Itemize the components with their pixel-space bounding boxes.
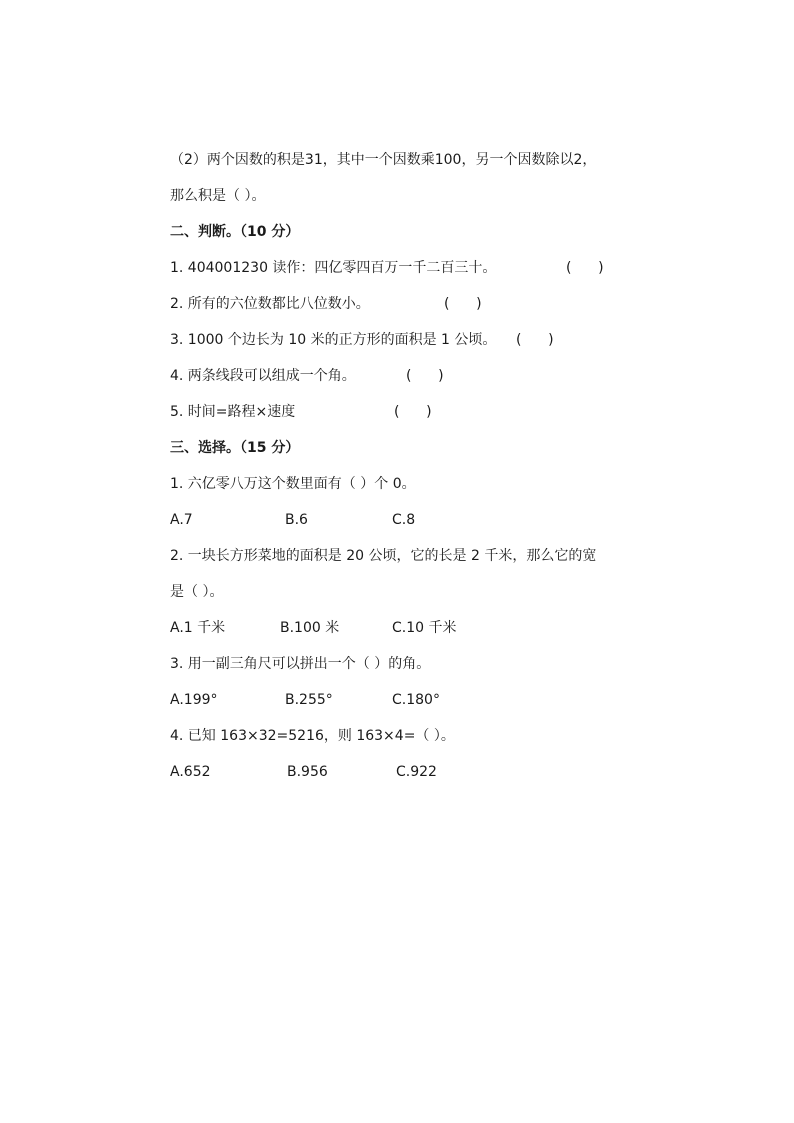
judge-4-text: 4. 两条线段可以组成一个角。 (170, 368, 356, 384)
judge-2-text: 2. 所有的六位数都比八位数小。 (170, 296, 370, 312)
choice-3-option-b: B.255° (285, 692, 333, 708)
question-2-line-2: 那么积是（ ）。 (170, 188, 266, 204)
choice-1-option-b: B.6 (285, 512, 308, 528)
section-2-title: 二、判断。（10 分） (170, 224, 300, 240)
choice-1-option-c: C.8 (392, 512, 416, 528)
choice-4-option-b: B.956 (287, 764, 328, 780)
choice-3-option-a: A.199° (170, 692, 218, 708)
choice-3-text: 3. 用一副三角尺可以拼出一个（ ）的角。 (170, 656, 431, 672)
choice-4-text: 4. 已知 163×32=5216，则 163×4=（ ）。 (170, 728, 455, 744)
choice-2-text-line-2: 是（ ）。 (170, 584, 224, 600)
section-3-title: 三、选择。（15 分） (170, 440, 300, 456)
judge-2-answer-blank: ( ) (444, 296, 482, 312)
choice-2-text-line-1: 2. 一块长方形菜地的面积是 20 公顷，它的长是 2 千米，那么它的宽 (170, 548, 597, 564)
judge-1-text: 1. 404001230 读作：四亿零四百万一千二百三十。 (170, 260, 497, 276)
judge-1-answer-blank: ( ) (566, 260, 604, 276)
judge-3-answer-blank: ( ) (516, 332, 554, 348)
choice-4-option-a: A.652 (170, 764, 211, 780)
choice-2-option-a: A.1 千米 (170, 620, 226, 636)
question-2-line-1: （2）两个因数的积是31，其中一个因数乘100，另一个因数除以2， (170, 152, 597, 168)
judge-5-text: 5. 时间=路程×速度 (170, 404, 296, 420)
judge-5-answer-blank: ( ) (394, 404, 432, 420)
choice-2-option-c: C.10 千米 (392, 620, 457, 636)
choice-1-option-a: A.7 (170, 512, 193, 528)
judge-3-text: 3. 1000 个边长为 10 米的正方形的面积是 1 公顷。 (170, 332, 497, 348)
choice-4-option-c: C.922 (396, 764, 437, 780)
judge-4-answer-blank: ( ) (406, 368, 444, 384)
choice-1-text: 1. 六亿零八万这个数里面有（ ）个 0。 (170, 476, 416, 492)
choice-2-option-b: B.100 米 (280, 620, 340, 636)
choice-3-option-c: C.180° (392, 692, 440, 708)
